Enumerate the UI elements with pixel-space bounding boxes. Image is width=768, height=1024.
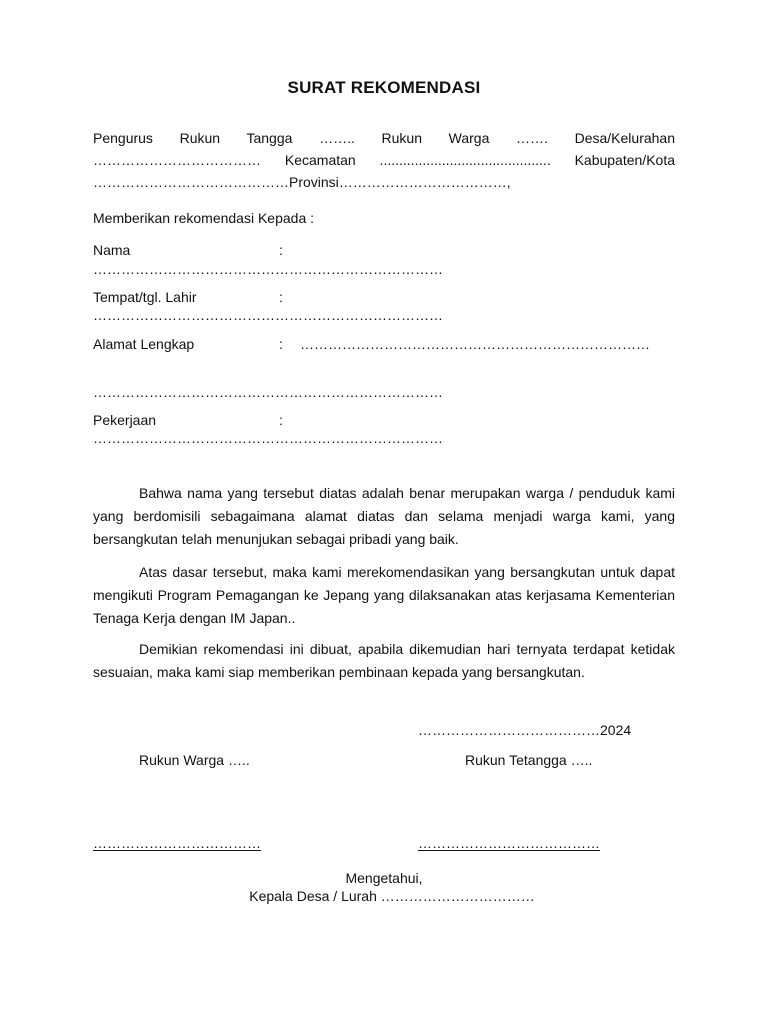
kepala-desa-line: Kepala Desa / Lurah …………………………… <box>249 888 535 904</box>
paragraph-2: Atas dasar tersebut, maka kami merekomendasikan yang bersangkutan untuk dapat mengikuti Program Pemagangan ke Jepang yang dilaksanakan atas kerjasama Kementerian Tenaga Kerja dengan IM Japan.. <box>93 564 675 626</box>
field-label-ttl: Tempat/tgl. Lahir <box>93 289 197 305</box>
field-dots-nama: ………………………………………………………………… <box>93 261 443 277</box>
field-dots-pekerjaan: ………………………………………………………………… <box>93 430 443 446</box>
intro-block <box>93 127 675 193</box>
rukun-warga-label: Rukun Warga ….. <box>139 752 250 768</box>
date-line: …………………………………2024 <box>418 722 632 738</box>
field-dots-alamat-inline: ………………………………………………………………… <box>300 336 650 352</box>
field-dots-ttl: ………………………………………………………………… <box>93 307 443 323</box>
document-title: SURAT REKOMENDASI <box>287 78 481 97</box>
field-colon-nama: : <box>279 242 283 258</box>
paragraph-1: Bahwa nama yang tersebut diatas adalah benar merupakan warga / penduduk kami yang berdomisili sebagaimana alamat diatas dan selama menjadi warga kami, yang bersangkutan telah menunjukan sebagai pribadi yang baik. <box>93 485 675 547</box>
rukun-warga-signature-line: ……………………………… <box>93 835 261 851</box>
field-label-alamat: Alamat Lengkap <box>93 336 195 352</box>
recommend-to-label: Memberikan rekomendasi Kepada : <box>93 210 315 226</box>
field-colon-alamat: : <box>279 336 283 352</box>
intro-line-2: ……………………………… Kecamatan ............................................ Kabupaten/Kota <box>93 152 675 168</box>
paragraph-3: Demikian rekomendasi ini dibuat, apabila dikemudian hari ternyata terdapat ketidak sesuaian, maka kami siap memberikan pembinaan kepada yang bersangkutan. <box>93 641 675 680</box>
field-label-nama: Nama <box>93 242 131 258</box>
field-colon-pekerjaan: : <box>279 412 283 428</box>
field-dots-alamat-next: ………………………………………………………………… <box>93 384 443 400</box>
intro-line-3: ……………………………………Provinsi………………………………, <box>93 174 511 190</box>
field-label-pekerjaan: Pekerjaan <box>93 412 157 428</box>
field-colon-ttl: : <box>279 289 283 305</box>
rukun-tetangga-label: Rukun Tetangga ….. <box>465 752 593 768</box>
rukun-tetangga-signature-line: ………………………………… <box>418 835 600 851</box>
acknowledge-label: Mengetahui, <box>345 870 423 886</box>
intro-line-1: Pengurus Rukun Tangga …….. Rukun Warga ……. Desa/Kelurahan <box>93 130 675 146</box>
